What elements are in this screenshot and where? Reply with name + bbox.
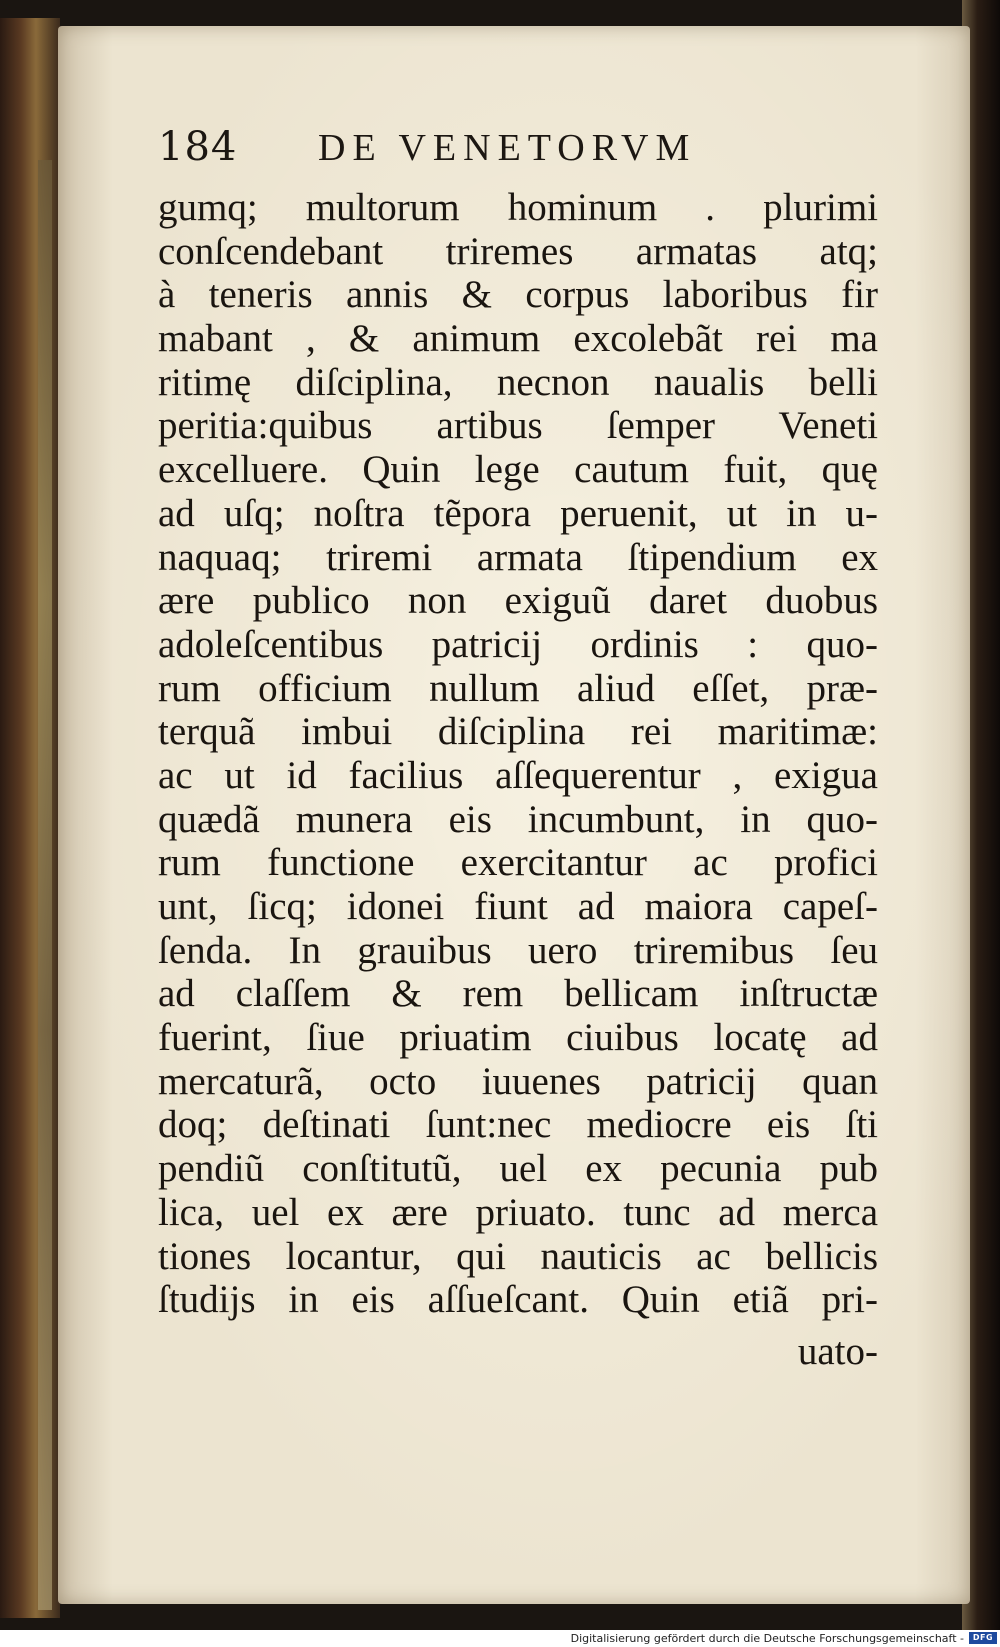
text-line: conſcendebant triremes armatas atq; [158, 229, 878, 273]
text-line: excelluere. Quin lege cautum fuit, quę [158, 448, 878, 492]
text-line: quædã munera eis incumbunt, in quo- [158, 797, 878, 841]
catchword: uato- [797, 1330, 878, 1373]
text-line: mabant , & animum excolebãt rei ma [158, 317, 878, 361]
text-line: ritimę diſciplina, necnon naualis belli [158, 360, 878, 404]
text-line: ad claſſem & rem bellicam inſtructæ [158, 972, 878, 1016]
running-title: DE VENETORVM [318, 127, 697, 169]
text-line: à teneris annis & corpus laboribus fir [158, 273, 878, 317]
text-line: peritia:quibus artibus ſemper Veneti [158, 404, 878, 448]
text-line: gumq; multorum hominum . plurimi [158, 186, 878, 229]
text-line: ad uſq; noſtra tẽpora peruenit, ut in u- [158, 491, 878, 535]
text-line: mercaturã, octo iuuenes patricij quan [158, 1059, 878, 1103]
text-line: ac ut id facilius aſſequerentur , exigua [158, 753, 878, 797]
funding-credit: Digitalisierung gefördert durch die Deutsche Forschungsgemeinschaft - [570, 1632, 964, 1645]
page-header [158, 116, 838, 186]
text-line: pendiũ conſtitutũ, uel ex pecunia pub [158, 1147, 878, 1191]
text-line: rum officium nullum aliud eſſet, præ- [158, 666, 878, 710]
dfg-logo: DFG [969, 1632, 997, 1644]
footer-credit-bar [0, 1630, 1000, 1647]
text-line: ære publico non exiguũ daret duobus [158, 579, 878, 623]
text-line: adoleſcentibus patricij ordinis : quo- [158, 622, 878, 666]
body-text [158, 186, 878, 1322]
text-line: doq; deſtinati ſunt:nec mediocre eis ſti [158, 1103, 878, 1147]
text-line: rum functione exercitantur ac profici [158, 841, 878, 885]
page-number: 184 [158, 124, 238, 170]
text-line: naquaq; triremi armata ſtipendium ex [158, 535, 878, 579]
text-line: ſenda. In grauibus uero triremibus ſeu [158, 928, 878, 972]
text-line: ſtudijs in eis aſſueſcant. Quin etiã pri- [158, 1278, 878, 1322]
text-line: unt, ſicq; idonei fiunt ad maiora capeſ- [158, 885, 878, 928]
binding-strip [38, 160, 52, 1610]
text-line: terquã imbui diſciplina rei maritimæ: [158, 710, 878, 754]
text-line: fuerint, ſiue priuatim ciuibus locatę ad [158, 1016, 878, 1060]
text-line: tiones locantur, qui nauticis ac bellicis [158, 1234, 878, 1278]
text-line: lica, uel ex ære priuato. tunc ad merca [158, 1190, 878, 1234]
